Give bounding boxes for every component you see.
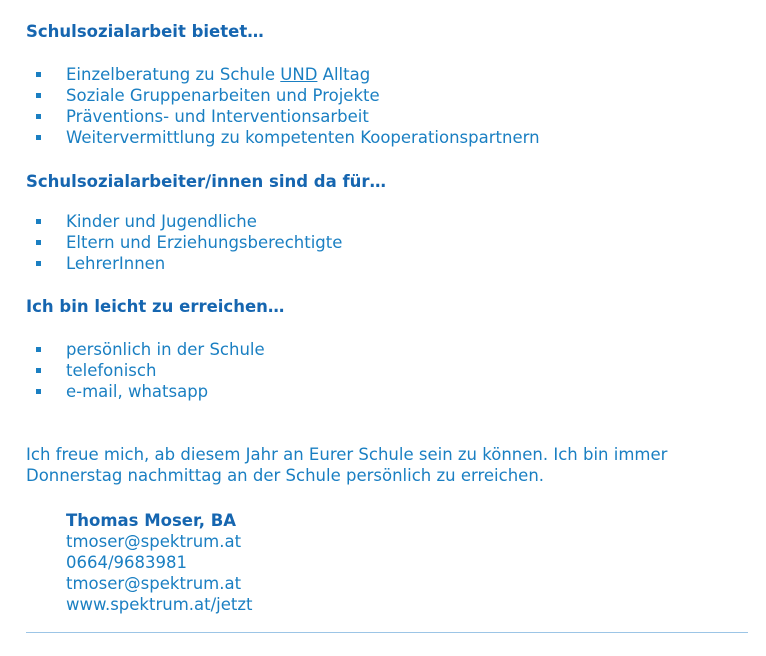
- heading-reach: Ich bin leicht zu erreichen…: [26, 297, 285, 316]
- bullet-icon: [36, 93, 41, 98]
- contact-phone: 0664/9683981: [66, 553, 188, 572]
- list-item: LehrerInnen: [26, 253, 342, 274]
- audience-list: [26, 211, 342, 274]
- bullet-icon: [36, 240, 41, 245]
- contact-block: [66, 510, 253, 615]
- bullet-icon: [36, 219, 41, 224]
- offers-list: [26, 64, 540, 148]
- underlined-word: UND: [280, 65, 318, 84]
- list-item: Eltern und Erziehungsberechtigte: [26, 232, 342, 253]
- bullet-icon: [36, 347, 41, 352]
- list-item: Soziale Gruppenarbeiten und Projekte: [26, 85, 540, 106]
- list-item: Präventions- und Interventionsarbeit: [26, 106, 540, 127]
- bullet-icon: [36, 261, 41, 266]
- list-item: Einzelberatung zu Schule UND Alltag: [26, 64, 540, 85]
- list-item: telefonisch: [26, 360, 265, 381]
- list-item: e-mail, whatsapp: [26, 381, 265, 402]
- contact-email-2[interactable]: tmoser@spektrum.at: [66, 574, 242, 593]
- divider: [26, 632, 748, 633]
- contact-website[interactable]: www.spektrum.at/jetzt: [66, 595, 253, 614]
- contact-email[interactable]: tmoser@spektrum.at: [66, 532, 242, 551]
- contact-name: Thomas Moser, BA: [66, 511, 237, 530]
- heading-audience: Schulsozialarbeiter/innen sind da für…: [26, 172, 387, 191]
- heading-offers: Schulsozialarbeit bietet…: [26, 22, 264, 41]
- message-paragraph: Ich freue mich, ab diesem Jahr an Eurer Schule sein zu können. Ich bin immer Donnerstag nachmittag an der Schule persönlich zu erreichen.: [26, 445, 668, 485]
- reach-list: [26, 339, 265, 402]
- bullet-icon: [36, 135, 41, 140]
- bullet-icon: [36, 368, 41, 373]
- bullet-icon: [36, 72, 41, 77]
- list-item: persönlich in der Schule: [26, 339, 265, 360]
- bullet-icon: [36, 389, 41, 394]
- list-item: Weitervermittlung zu kompetenten Kooperationspartnern: [26, 127, 540, 148]
- bullet-icon: [36, 114, 41, 119]
- list-item: Kinder und Jugendliche: [26, 211, 342, 232]
